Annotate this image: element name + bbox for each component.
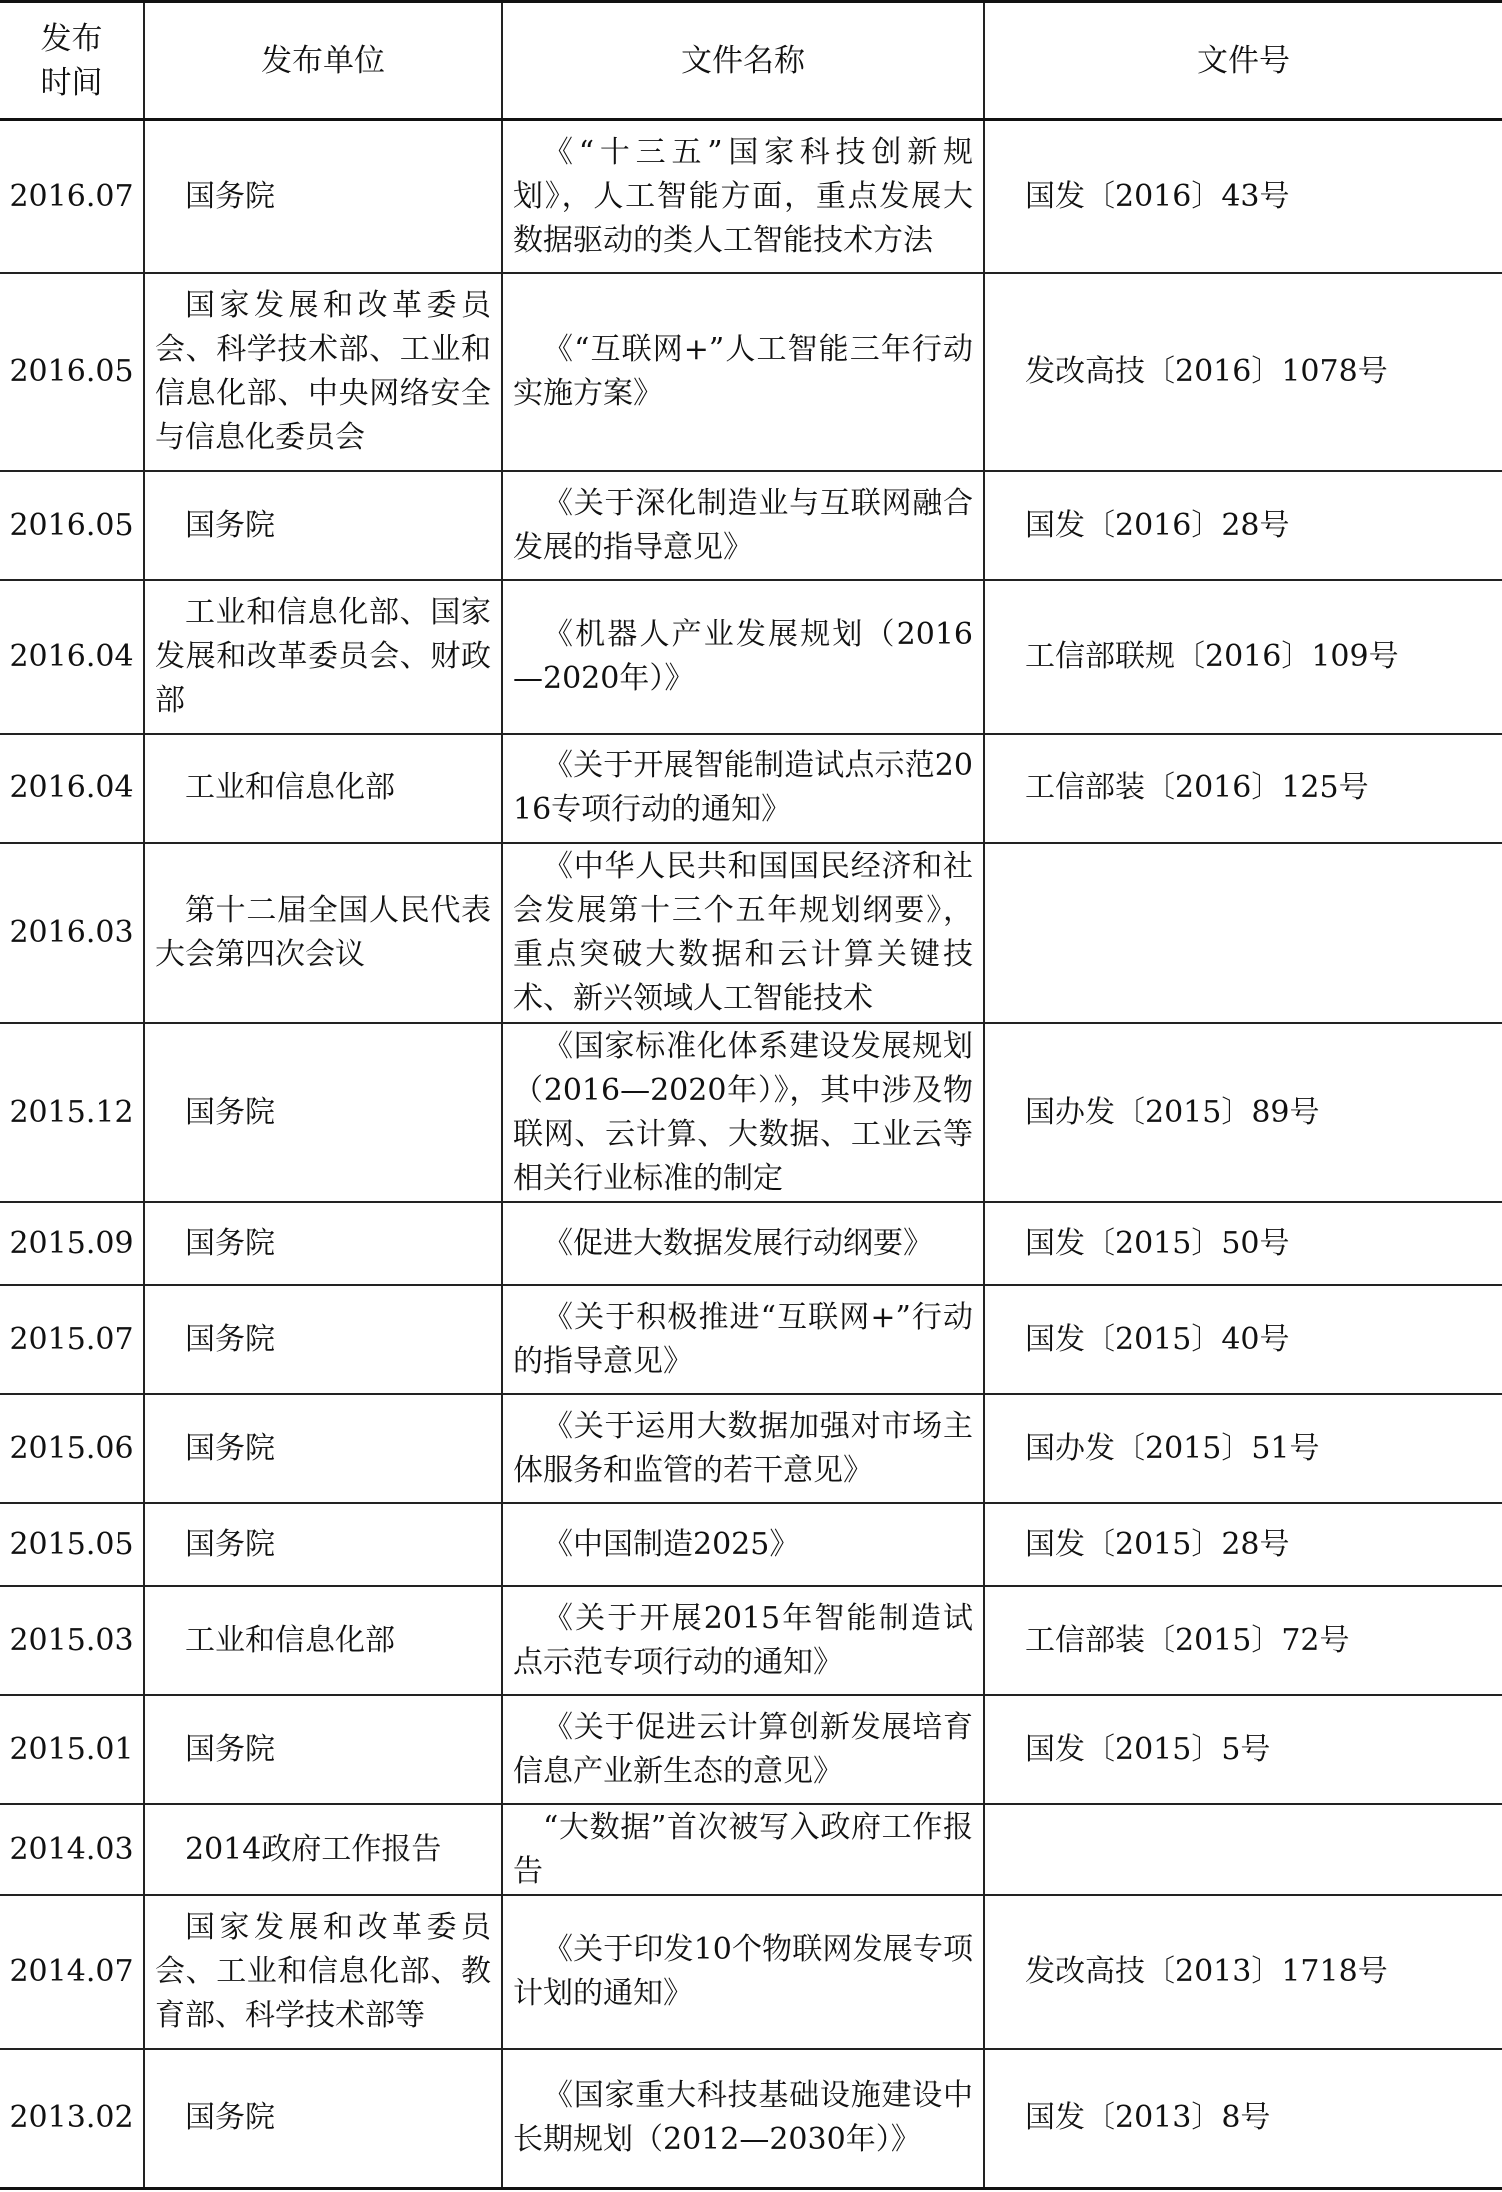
cell-date: 2014.07 <box>0 1895 144 2049</box>
cell-unit: 国家发展和改革委员会、工业和信息化部、教育部、科学技术部等 <box>144 1895 502 2049</box>
cell-number: 国办发〔2015〕89号 <box>984 1023 1502 1203</box>
cell-date: 2015.06 <box>0 1394 144 1503</box>
header-unit: 发布单位 <box>144 2 502 120</box>
cell-number: 国发〔2015〕40号 <box>984 1285 1502 1394</box>
cell-unit: 国务院 <box>144 1285 502 1394</box>
table-row <box>0 734 1502 843</box>
cell-number: 发改高技〔2013〕1718号 <box>984 1895 1502 2049</box>
cell-unit: 国务院 <box>144 1695 502 1804</box>
table-row <box>0 2049 1502 2189</box>
table-row <box>0 273 1502 471</box>
cell-number: 国发〔2015〕50号 <box>984 1202 1502 1285</box>
cell-unit: 国务院 <box>144 120 502 274</box>
cell-unit: 国家发展和改革委员会、科学技术部、工业和信息化部、中央网络安全与信息化委员会 <box>144 273 502 471</box>
cell-title: 《关于印发10个物联网发展专项计划的通知》 <box>502 1895 984 2049</box>
cell-date: 2016.03 <box>0 843 144 1023</box>
cell-unit: 2014政府工作报告 <box>144 1804 502 1895</box>
table-row <box>0 471 1502 580</box>
table-row <box>0 1804 1502 1895</box>
cell-title: 《机器人产业发展规划（2016—2020年）》 <box>502 580 984 734</box>
table-row <box>0 1695 1502 1804</box>
cell-number <box>984 843 1502 1023</box>
cell-title: 《“互联网+”人工智能三年行动实施方案》 <box>502 273 984 471</box>
cell-number: 国发〔2015〕5号 <box>984 1695 1502 1804</box>
cell-date: 2015.07 <box>0 1285 144 1394</box>
cell-title: 《国家标准化体系建设发展规划（2016—2020年）》，其中涉及物联网、云计算、大数据、工业云等相关行业标准的制定 <box>502 1023 984 1203</box>
cell-title: 《中华人民共和国国民经济和社会发展第十三个五年规划纲要》，重点突破大数据和云计算关键技术、新兴领域人工智能技术 <box>502 843 984 1023</box>
cell-date: 2015.05 <box>0 1503 144 1586</box>
table-body <box>0 120 1502 2189</box>
cell-unit: 国务院 <box>144 1503 502 1586</box>
table-row <box>0 1895 1502 2049</box>
cell-title: 《促进大数据发展行动纲要》 <box>502 1202 984 1285</box>
cell-number: 工信部联规〔2016〕109号 <box>984 580 1502 734</box>
table-row <box>0 1285 1502 1394</box>
cell-date: 2013.02 <box>0 2049 144 2189</box>
cell-number: 国办发〔2015〕51号 <box>984 1394 1502 1503</box>
header-number: 文件号 <box>984 2 1502 120</box>
cell-number: 国发〔2016〕28号 <box>984 471 1502 580</box>
header-date-line-1: 发布 <box>40 20 103 57</box>
cell-date: 2016.05 <box>0 273 144 471</box>
table-row <box>0 580 1502 734</box>
cell-date: 2016.04 <box>0 580 144 734</box>
cell-number: 工信部装〔2015〕72号 <box>984 1586 1502 1695</box>
header-date-line-2: 时间 <box>40 64 103 101</box>
cell-date: 2015.12 <box>0 1023 144 1203</box>
table-row <box>0 1202 1502 1285</box>
cell-number <box>984 1804 1502 1895</box>
cell-title: 《国家重大科技基础设施建设中长期规划（2012—2030年）》 <box>502 2049 984 2189</box>
cell-date: 2016.04 <box>0 734 144 843</box>
cell-number: 国发〔2015〕28号 <box>984 1503 1502 1586</box>
table-row <box>0 1586 1502 1695</box>
table-row <box>0 1394 1502 1503</box>
header-date <box>0 2 144 120</box>
cell-title: 《关于开展2015年智能制造试点示范专项行动的通知》 <box>502 1586 984 1695</box>
cell-number: 发改高技〔2016〕1078号 <box>984 273 1502 471</box>
cell-date: 2015.03 <box>0 1586 144 1695</box>
cell-title: 《关于开展智能制造试点示范2016专项行动的通知》 <box>502 734 984 843</box>
cell-unit: 国务院 <box>144 1394 502 1503</box>
cell-unit: 国务院 <box>144 1023 502 1203</box>
cell-title: 《关于深化制造业与互联网融合发展的指导意见》 <box>502 471 984 580</box>
cell-date: 2016.05 <box>0 471 144 580</box>
table-row <box>0 1503 1502 1586</box>
cell-number: 工信部装〔2016〕125号 <box>984 734 1502 843</box>
cell-title: 《关于积极推进“互联网+”行动的指导意见》 <box>502 1285 984 1394</box>
cell-date: 2015.01 <box>0 1695 144 1804</box>
cell-title: 《“十三五”国家科技创新规划》，人工智能方面，重点发展大数据驱动的类人工智能技术方法 <box>502 120 984 274</box>
header-title: 文件名称 <box>502 2 984 120</box>
cell-unit: 工业和信息化部、国家发展和改革委员会、财政部 <box>144 580 502 734</box>
cell-title: “大数据”首次被写入政府工作报告 <box>502 1804 984 1895</box>
cell-title: 《中国制造2025》 <box>502 1503 984 1586</box>
cell-title: 《关于促进云计算创新发展培育信息产业新生态的意见》 <box>502 1695 984 1804</box>
cell-date: 2014.03 <box>0 1804 144 1895</box>
cell-unit: 工业和信息化部 <box>144 1586 502 1695</box>
cell-unit: 国务院 <box>144 1202 502 1285</box>
table-row <box>0 843 1502 1023</box>
cell-date: 2016.07 <box>0 120 144 274</box>
cell-number: 国发〔2016〕43号 <box>984 120 1502 274</box>
cell-unit: 国务院 <box>144 471 502 580</box>
cell-unit: 工业和信息化部 <box>144 734 502 843</box>
table-row <box>0 120 1502 274</box>
cell-title: 《关于运用大数据加强对市场主体服务和监管的若干意见》 <box>502 1394 984 1503</box>
cell-number: 国发〔2013〕8号 <box>984 2049 1502 2189</box>
cell-unit: 第十二届全国人民代表大会第四次会议 <box>144 843 502 1023</box>
table-header-row <box>0 2 1502 120</box>
table-row <box>0 1023 1502 1203</box>
cell-date: 2015.09 <box>0 1202 144 1285</box>
cell-unit: 国务院 <box>144 2049 502 2189</box>
